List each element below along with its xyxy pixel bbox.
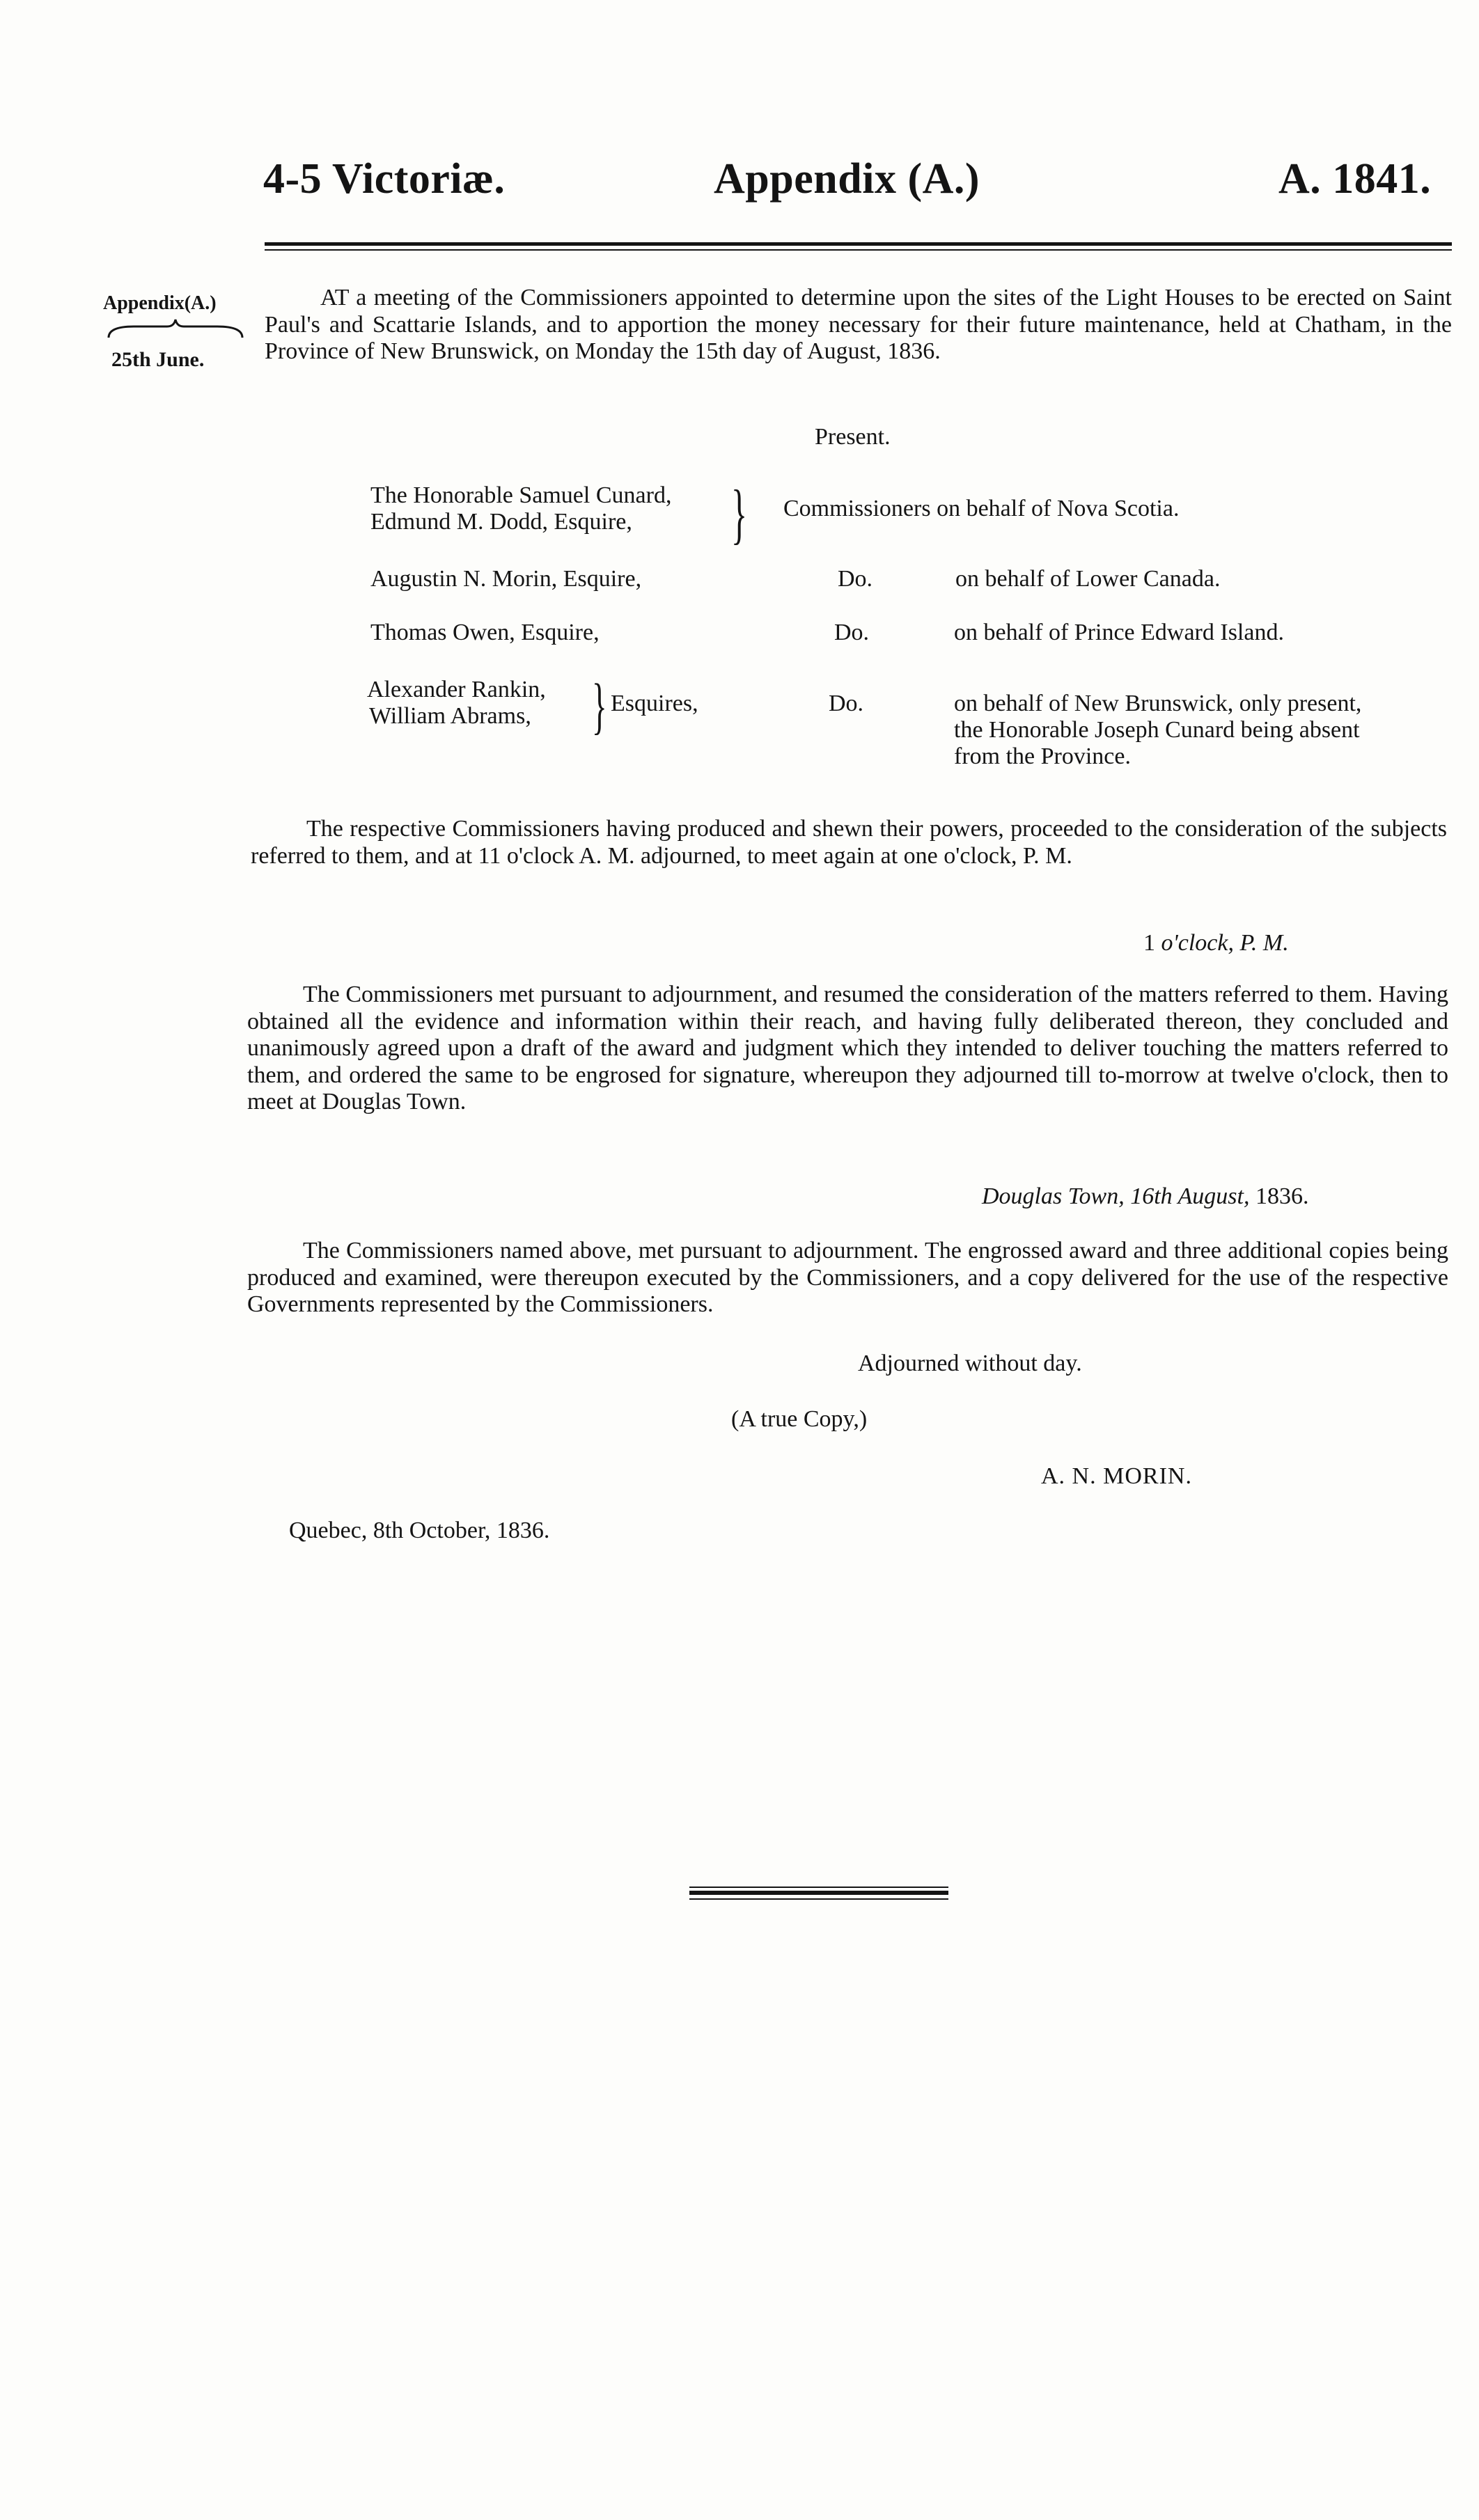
dateline-year: 1836. [1255,1183,1309,1209]
dateline-place: Douglas Town, [982,1183,1125,1209]
role-new-brunswick-1: on behalf of New Brunswick, only present, [954,691,1362,716]
running-header-left: 4-5 Victoriæ. [263,155,506,203]
margin-note-appendix: Appendix(A.) [103,292,217,314]
role-nova-scotia: Commissioners on behalf of Nova Scotia. [783,496,1180,521]
intro-paragraph: AT a meeting of the Commissioners appointed to determine upon the sites of the Light Houses to be erected on Saint Paul's and Scattarie Islands, and to apportion the money necessary for their future maintenance, held at Chatham, in the Province of New Brunswick, on Monday the 15th day of August, 1836. [265,285,1452,364]
footer-rule-bottom [689,1898,948,1900]
adjourned-line: Adjourned without day. [858,1350,1082,1376]
time-number: 1 [1143,930,1155,956]
brace-right-icon: } [731,476,748,551]
header-rule-thin [265,249,1452,251]
ditto-lower-canada: Do. [838,566,873,592]
margin-note-date: 25th June. [111,348,205,371]
role-new-brunswick-3: from the Province. [954,743,1131,769]
place-date-line: Quebec, 8th October, 1836. [289,1518,550,1543]
attendee-owen: Thomas Owen, Esquire, [370,620,600,645]
dateline [982,1183,1308,1210]
running-header-right: A. 1841. [1278,155,1432,203]
true-copy-line: (A true Copy,) [731,1406,868,1432]
role-new-brunswick-2: the Honorable Joseph Cunard being absent [954,717,1360,743]
footer-rule-top [689,1887,948,1888]
running-header-title: Appendix (A.) [714,155,980,203]
attendee-dodd: Edmund M. Dodd, Esquire, [370,509,632,535]
paragraph-deliberation: The Commissioners met pursuant to adjournment, and resumed the consideration of the matters referred to them. Having obtained all the evidence and information within their reach, and having fully deliberated thereon, they concluded and unanimously agreed upon a draft of the award and judgment which they intended to deliver touching the matters referred to them, and ordered the same to be engrosed for signature, whereupon they adjourned till to-morrow at twelve o'clock, then to meet at Douglas Town. [247,982,1448,1115]
title-esquires: Esquires, [611,691,698,716]
attendee-rankin: Alexander Rankin, [367,677,546,702]
paragraph-powers: The respective Commissioners having produced and shewn their powers, proceeded to the consideration of the subjects referred to them, and at 11 o'clock A. M. adjourned, to meet again at one o'clock, P. M. [251,816,1447,869]
paragraph-execution: The Commissioners named above, met pursuant to adjournment. The engrossed award and three additional copies being produced and examined, were thereupon executed by the Commissioners, and a copy delivered for the use of the respective Governments represented by the Commissioners. [247,1238,1448,1317]
role-pei: on behalf of Prince Edward Island. [954,620,1284,645]
signature: A. N. MORIN. [1041,1463,1192,1489]
brace-right-icon-2: } [592,672,607,741]
attendee-morin: Augustin N. Morin, Esquire, [370,566,642,592]
header-rule-thick [265,242,1452,246]
attendee-abrams: William Abrams, [369,703,531,729]
ditto-pei: Do. [834,620,870,645]
present-label: Present. [815,424,891,450]
time-pm: P. M. [1239,930,1289,956]
attendee-cunard: The Honorable Samuel Cunard, [370,482,672,508]
time-oclock: o'clock, [1161,930,1234,956]
ditto-new-brunswick: Do. [829,691,864,716]
dateline-day: 16th August, [1130,1183,1250,1209]
margin-brace-icon [106,317,245,340]
role-lower-canada: on behalf of Lower Canada. [955,566,1221,592]
time-heading [1143,930,1289,956]
footer-rule-thick [689,1891,948,1895]
